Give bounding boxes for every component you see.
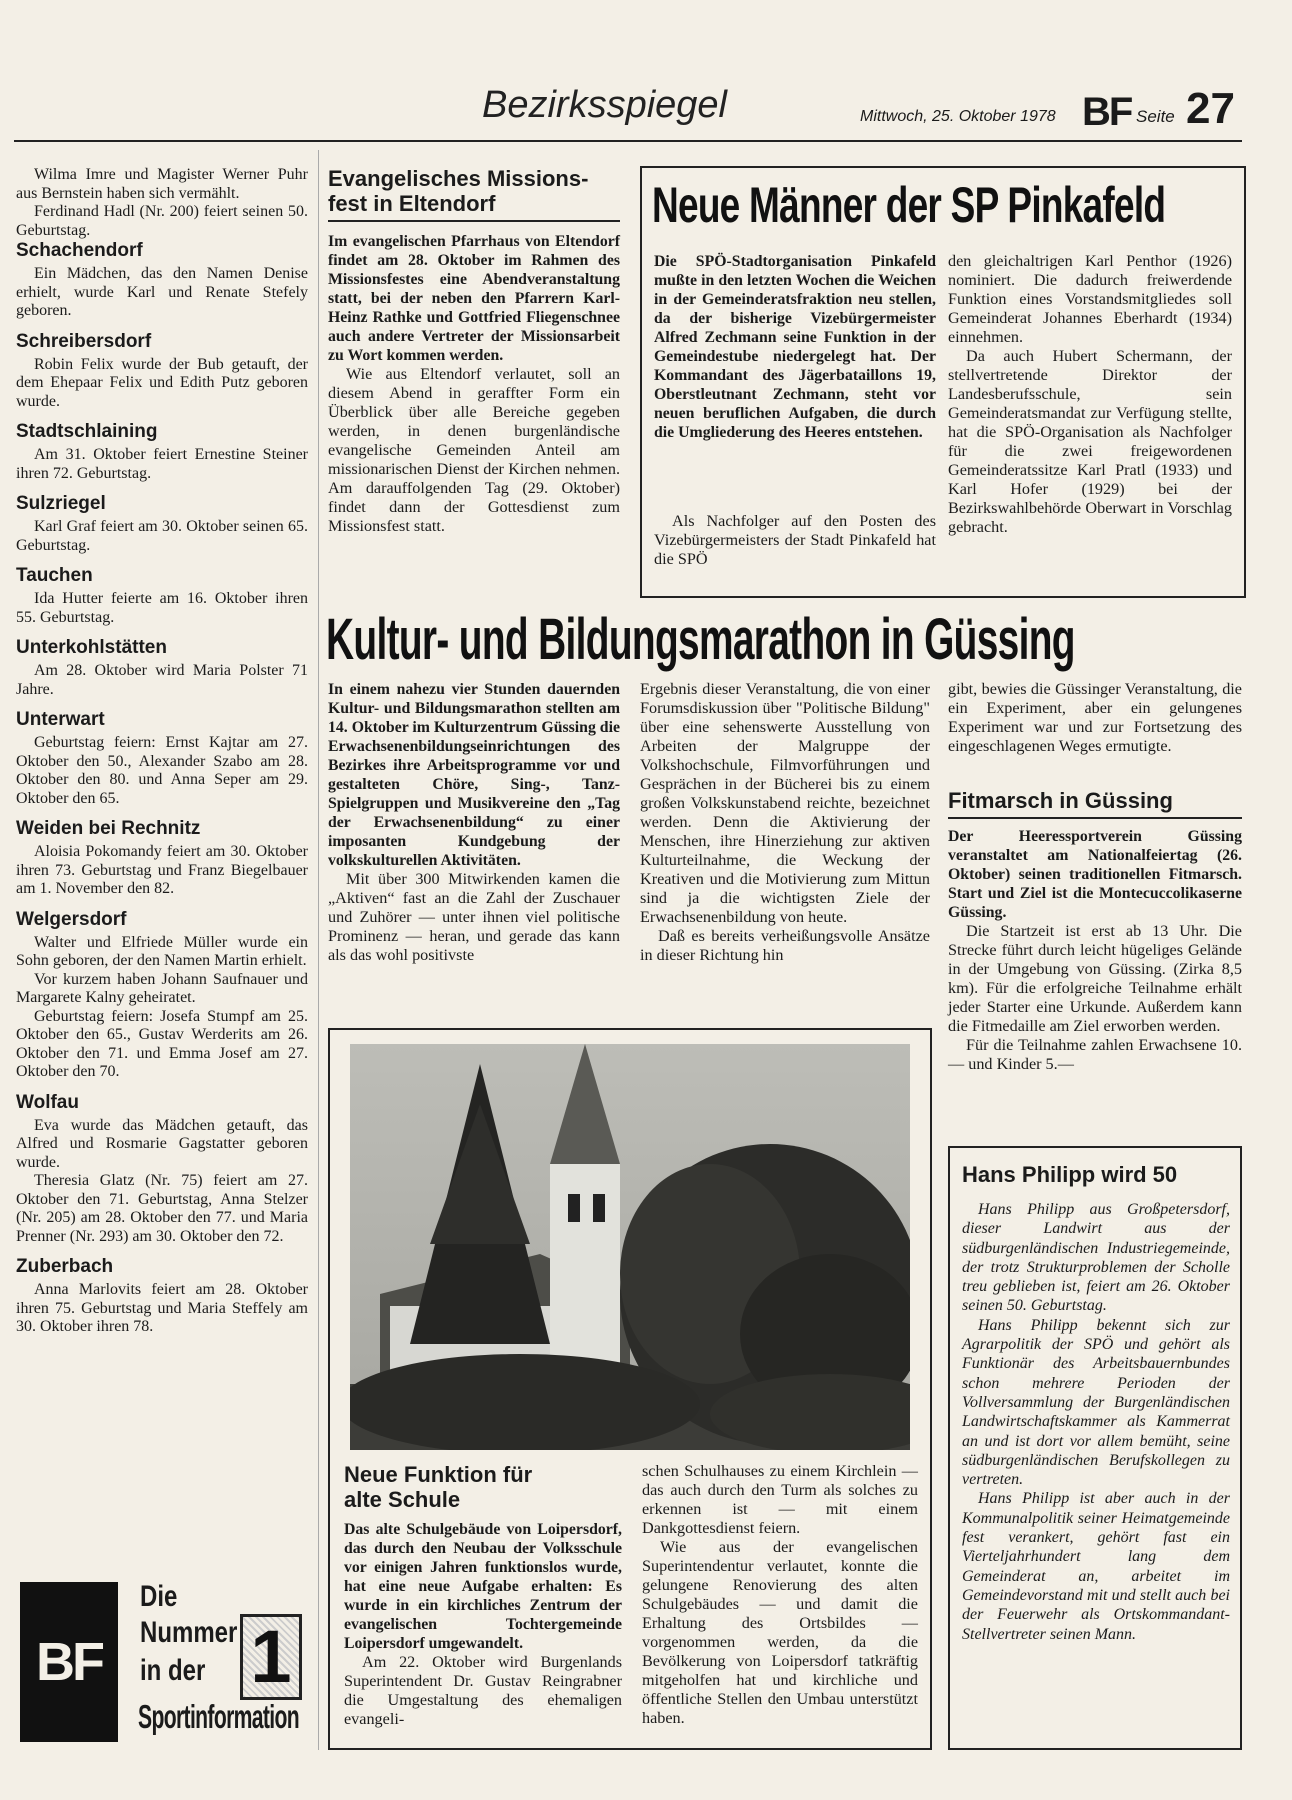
missionsfest-body-text: Wie aus Eltendorf verlautet, soll an diesem Abend in geraffter Form ein Überblick über alle Bereiche gegeben werden, in denen burgenländische evangelische Gemeinden Anteil am missionarischen Dienst der Kirchen nehmen. Am darauffolgenden Tag (29. Oktober) findet dann der Gottesdienst zum Missionsfest statt. xyxy=(328,365,620,535)
pinkafeld-lead-text: Die SPÖ-Stadtorganisation Pinkafeld mußte in den letzten Wochen die Weichen in der Gemeinderatsfraktion neu stellen, da der bisherige Vizebürgermeister Alfred Zechmann seine Funktion in der Gemeindestube niedergelegt hat. Der Kommandant des Jägerbataillons 19, Oberstleutnant Zechmann, steht vor neuen beruflichen Aufgaben, die durch die Umgliederung des Heeres entstehen. xyxy=(654,253,936,441)
missionsfest-body xyxy=(328,365,620,536)
town-entry-text: Aloisia Pokomandy feiert am 30. Oktober ihren 73. Geburtstag und Franz Biegelbauer am 1. November den 82. xyxy=(16,843,308,897)
town-entry xyxy=(16,446,308,483)
left-column xyxy=(16,166,308,1546)
pinkafeld-body-b xyxy=(948,252,1232,537)
church-photo-image xyxy=(350,1044,910,1450)
missionsfest-lead-text: Im evangelischen Pfarrhaus von Eltendorf findet am 28. Oktober im Rahmen des Missionsfestes eine Abendveranstaltung statt, bei der neben den Pfarrern Karl-Heinz Rathke und Gottfried Fliegenschnee auch andere Vertreter der Missionsarbeit zu Wort kommen werden. xyxy=(328,233,620,364)
pinkafeld-body-text: Als Nachfolger auf den Posten des Vizebürgermeisters der Stadt Pinkafeld hat die SPÖ xyxy=(654,512,936,568)
missionsfest-title-2: fest in Eltendorf xyxy=(328,191,496,216)
philipp-text xyxy=(962,1200,1230,1644)
column-rule xyxy=(318,150,319,1750)
town-entry-text: Robin Felix wurde der Bub getauft, der dem Ehepaar Felix und Edith Putz geboren wurde. xyxy=(16,355,308,410)
schule-article-box xyxy=(328,1028,932,1750)
ad-line2: Nummer xyxy=(140,1616,238,1649)
town-entry xyxy=(16,1281,308,1337)
header-logo: BF xyxy=(1082,90,1132,134)
kultur-col-1 xyxy=(328,680,620,965)
town-entry-text: Vor kurzem haben Johann Saufnauer und Margarete Kalny geheiratet. xyxy=(16,970,308,1006)
kultur-headline: Kultur- und Bildungsmarathon in Güssing xyxy=(326,607,1075,672)
kultur-body-text: Daß es bereits verheißungsvolle Ansätze in dieser Richtung hin xyxy=(640,927,930,964)
fitmarsch-body xyxy=(948,922,1242,1074)
ad-line4: Sportinformation xyxy=(138,1698,300,1735)
missionsfest-title-1: Evangelisches Missions- xyxy=(328,166,589,191)
philipp-paragraph: Hans Philipp bekennt sich zur Agrarpolitik der SPÖ und gehört als Funktionär des Arbeitsbauernbundes schon mehrere Perioden der Vollversammlung der Burgenländischen Landwirtschaftskammer als Kammerrat an und ist dort vor allem bemüht, seine südburgenländischen Berufskollegen zu vertreten. xyxy=(962,1316,1230,1489)
town-heading: Stadtschlaining xyxy=(16,421,158,442)
ad-numeral: 1 xyxy=(250,1615,292,1698)
town-heading: Sulzriegel xyxy=(16,493,106,514)
town-entry-text: Karl Graf feiert am 30. Oktober seinen 65. Geburtstag. xyxy=(16,518,308,554)
issue-date: Mittwoch, 25. Oktober 1978 xyxy=(860,108,1056,125)
schule-title-1: Neue Funktion für xyxy=(344,1462,533,1487)
fitmarsch-title: Fitmarsch in Güssing xyxy=(948,788,1173,813)
town-heading: Unterkohlstätten xyxy=(16,637,167,658)
town-entry xyxy=(16,265,308,321)
sport-ad xyxy=(20,1582,308,1742)
town-heading: Unterwart xyxy=(16,709,105,730)
town-heading: Zuberbach xyxy=(16,1256,114,1277)
town-heading: Schreibersdorf xyxy=(16,330,152,352)
schule-col-2 xyxy=(642,1462,918,1728)
town-entry-text: Anna Marlovits feiert am 28. Oktober ihren 75. Geburtstag und Maria Steffely am 30. Oktober ihren 78. xyxy=(16,1281,308,1335)
town-heading: Schachendorf xyxy=(16,240,143,261)
town-heading: Wolfau xyxy=(16,1091,79,1113)
pinkafeld-headline: Neue Männer der SP Pinkafeld xyxy=(652,177,1166,233)
town-entry-text: Eva wurde das Mädchen getauft, das Alfred und Rosmarie Gagstatter geboren wurde. xyxy=(16,1116,308,1171)
kultur-col-3 xyxy=(948,680,1242,756)
town-entry xyxy=(16,518,308,555)
page-number: 27 xyxy=(1186,84,1235,133)
pinkafeld-article xyxy=(640,166,1246,598)
fitmarsch-lead xyxy=(948,827,1242,922)
town-heading: Tauchen xyxy=(16,565,93,586)
kultur-body-text: gibt, bewies die Güssinger Veranstaltung, die ein Experiment, aber ein gelungenes Experiment war und zur Fortsetzung des eingeschlagenen Weges ermutigte. xyxy=(948,680,1242,755)
schule-body-a xyxy=(344,1653,622,1729)
town-entry xyxy=(16,934,308,1082)
ad-line1: Die xyxy=(140,1580,178,1613)
schule-body-text: Wie aus der evangelischen Superintendentur verlautet, konnte die gelungene Renovierung des alten Schulgebäudes — und damit die Erhaltung des Ortsbildes — vorgenommen werden, da die Bevölkerung von Loipersdorf tatkräftig mitgeholfen hat und kirchliche und öffentliche Stellen den Umbau unterstützt haben. xyxy=(642,1538,918,1727)
town-entry-text: Geburtstag feiern: Josefa Stumpf am 25. Oktober den 65., Gustav Werderits am 26. Oktober den 71. und Emma Josef am 27. Oktober den 70. xyxy=(16,1007,308,1080)
ad-logo xyxy=(20,1582,118,1742)
fitmarsch-body-text: Die Startzeit ist erst ab 13 Uhr. Die Strecke führt durch leicht hügeliges Gelände in der Umgebung von Güssing. (Zirka 8,5 km). Für die erfolgreiche Teilnahme erhält jeder Starter eine Urkunde. Außerdem kann die Fitmedaille am Ziel erworben werden. xyxy=(948,922,1242,1035)
town-list xyxy=(16,240,308,1337)
town-entry-text: Theresia Glatz (Nr. 75) feiert am 27. Oktober den 71. Geburtstag, Anna Stelzer (Nr. 205) am 28. Oktober den 77. und Maria Prenner (Nr. 293) am 30. Oktober den 72. xyxy=(16,1172,308,1245)
pinkafeld-body-a xyxy=(654,512,936,569)
schule-body-text: Am 22. Oktober wird Burgenlands Superintendent Dr. Gustav Reingrabner die Umgestaltung des ehemaligen evangeli- xyxy=(344,1653,622,1728)
town-entry-text: Walter und Elfriede Müller wurde ein Sohn geboren, der den Namen Martin erhielt. xyxy=(16,933,308,969)
philipp-article xyxy=(948,1146,1242,1750)
kultur-lead-text: In einem nahezu vier Stunden dauernden Kultur- und Bildungsmarathon stellten am 14. Oktober im Kulturzentrum Güssing die Erwachsenenbildungseinrichtungen des Bezirkes ihre Arbeitsprogramme vor und gestalteten Chöre, Sing-, Tanz-Spielgruppen und Musikvereine den „Tag der Erwachsenenbildung“ zu einer imposanten Kundgebung der volkskulturellen Aktivitäten. xyxy=(328,681,620,869)
page-label: Seite xyxy=(1136,107,1175,126)
kultur-lead xyxy=(328,680,620,870)
schule-col-1 xyxy=(344,1462,622,1729)
town-entry-text: Ida Hutter feierte am 16. Oktober ihren 55. Geburtstag. xyxy=(16,590,308,626)
schule-body-text: schen Schulhauses zu einem Kirchlein — das auch durch den Turm als solches zu erkennen ist — mit einem Dankgottesdienst feiern. xyxy=(642,1462,918,1537)
fitmarsch-body-text: Für die Teilnahme zahlen Erwachsene 10.— und Kinder 5.— xyxy=(948,1036,1242,1073)
town-entry xyxy=(16,590,308,627)
missionsfest-lead xyxy=(328,232,620,365)
fitmarsch-rule xyxy=(948,817,1242,819)
schule-lead-text: Das alte Schulgebäude von Loipersdorf, das durch den Neubau der Volksschule vor einigen Jahren funktionslos wurde, hat eine neue Aufgabe erhalten: Es wurde in ein kirchliches Zentrum der evangelischen Tochtergemeinde Loipersdorf umgewandelt. xyxy=(344,1521,622,1652)
pinkafeld-lead xyxy=(654,252,936,442)
town-entry xyxy=(16,356,308,412)
ad-numeral-box xyxy=(240,1614,302,1700)
kultur-col-2 xyxy=(640,680,930,965)
header-rule xyxy=(14,140,1242,142)
fitmarsch-article xyxy=(948,788,1242,1074)
missionsfest-rule xyxy=(328,220,620,222)
pinkafeld-body-text: Da auch Hubert Schermann, der stellvertretende Direktor der Landesberufsschule, sein Gemeinderatsmandat zur Verfügung stellte, hat die SPÖ-Organisation als Nachfolger für die zwei freigewordenen Gemeinderatssitze Karl Pratl (1933) und Karl Hofer (1929) bei der Bezirkswahlbehörde Oberwart in Vorschlag gebracht. xyxy=(948,347,1232,536)
town-entry xyxy=(16,662,308,699)
philipp-title: Hans Philipp wird 50 xyxy=(962,1162,1178,1187)
church-photo xyxy=(350,1044,910,1450)
town-heading: Weiden bei Rechnitz xyxy=(16,818,201,839)
kultur-body-text: Mit über 300 Mitwirkenden kamen die „Aktiven“ fast an die Zahl der Zuschauer und Zuhörer — unter ihnen viel politische Prominenz — heran, und gerade das kann als das wohl positivste xyxy=(328,870,620,964)
fitmarsch-lead-text: Der Heeressportverein Güssing veranstaltet am Nationalfeiertag (26. Oktober) seinen traditionellen Fitmarsch. Start und Ziel ist die Montecuccolikaserne Güssing. xyxy=(948,828,1242,921)
intro-text: Ferdinand Hadl (Nr. 200) feiert seinen 50. Geburtstag. xyxy=(16,203,308,239)
ad-line3: in der xyxy=(140,1654,206,1687)
town-entry-text: Geburtstag feiern: Ernst Kajtar am 27. Oktober den 50., Alexander Szabo am 28. Oktober den 80. und Anna Seper am 29. Oktober den 65. xyxy=(16,734,308,807)
pinkafeld-body-text: den gleichaltrigen Karl Penthor (1926) nominiert. Die dadurch freiwerdende Funktion eines Vorstandsmitgliedes soll Gemeinderat Johannes Eberhardt (1934) einnehmen. xyxy=(948,252,1232,346)
ad-logo-text: BF xyxy=(36,1632,102,1692)
town-entry-text: Am 28. Oktober wird Maria Polster 71 Jahre. xyxy=(16,662,308,698)
town-heading: Welgersdorf xyxy=(16,908,127,930)
section-title: Bezirksspiegel xyxy=(482,84,727,126)
schule-title-2: alte Schule xyxy=(344,1487,461,1512)
kultur-body-text: Ergebnis dieser Veranstaltung, die von einer Forumsdiskussion über "Politische Bildung" über eine sehenswerte Ausstellung von Arbeiten der Malgruppe der Volkshochschule, Filmvorführungen und Gesprächen in der Bücherei bis zu einem großen Volkskunstabend reichte, bezeichnet werden. Denn die Aktivierung der Menschen, ihre Hinerziehung zur aktiven Kulturteilnahme, die Weckung der Kreativen und die Motivierung zum Mittun sind ja die wichtigsten Ziele der Erwachsenenbildung von heute. xyxy=(640,680,930,926)
intro-text: Wilma Imre und Magister Werner Puhr aus Bernstein haben sich vermählt. xyxy=(16,166,308,202)
schule-lead xyxy=(344,1520,622,1653)
town-entry xyxy=(16,734,308,808)
philipp-paragraph: Hans Philipp ist aber auch in der Kommunalpolitik seiner Heimatgemeinde fest verankert, gehört fast ein Vierteljahrhundert lang dem Gemeinderat an, arbeitet im Gemeindevorstand mit und stellt auch bei der Feuerwehr als Ortskommandant-Stellvertreter seinen Mann. xyxy=(962,1490,1230,1643)
kultur-body-a xyxy=(328,870,620,965)
town-entry xyxy=(16,843,308,899)
page-header xyxy=(0,0,1292,145)
missionsfest-article xyxy=(328,166,620,536)
intro-entries xyxy=(16,166,308,240)
philipp-paragraph: Hans Philipp aus Großpetersdorf, dieser Landwirt aus der südburgenländischen Industriegemeinde, der trotz Strukturproblemen der Scholle treu geblieben ist, feiert am 26. Oktober seinen 50. Geburtstag. xyxy=(962,1201,1230,1315)
town-entry-text: Am 31. Oktober feiert Ernestine Steiner ihren 72. Geburtstag. xyxy=(16,446,308,482)
town-entry-text: Ein Mädchen, das den Namen Denise erhielt, wurde Karl und Renate Stefely geboren. xyxy=(16,265,308,319)
town-entry xyxy=(16,1117,308,1247)
